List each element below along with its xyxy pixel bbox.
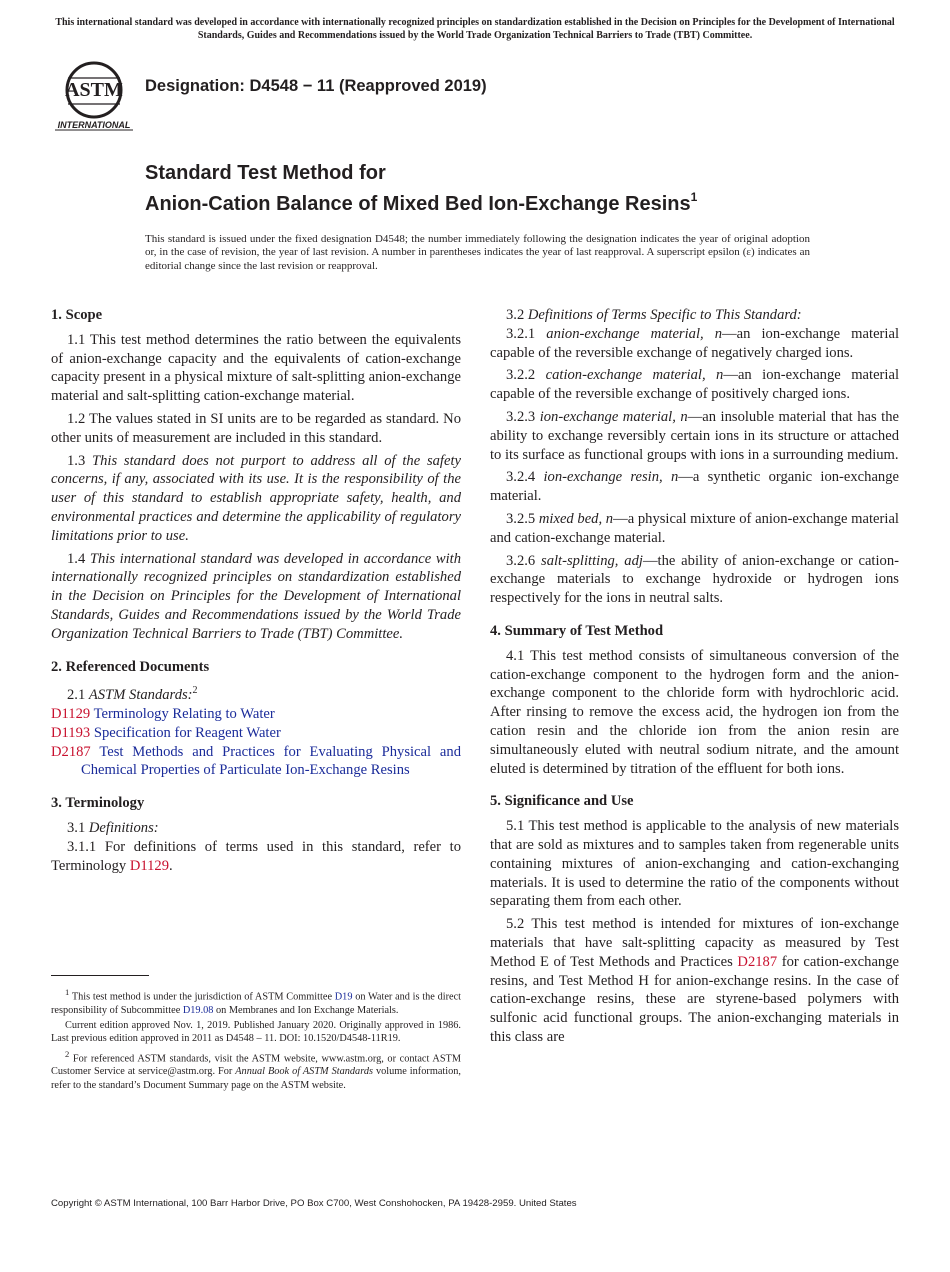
top-notice: This international standard was developed in accordance with internationally recognized principles on standardization established in the Decision on Principles for the Development of International Standards, Guides and Recommendations issued by the World Trade Organization Technical Barriers to Trade (TBT) Committee. xyxy=(55,17,895,41)
section-heading-significance: 5. Significance and Use xyxy=(490,793,634,810)
copyright-footer: Copyright © ASTM International, 100 Barr Harbor Drive, PO Box C700, West Conshohocken, PA 19428-2959. United States xyxy=(51,1198,577,1209)
section-heading-summary: 4. Summary of Test Method xyxy=(490,622,664,639)
right-column xyxy=(490,306,899,1051)
definition-3-2-1: 3.2.1 anion-exchange material, n—an ion-exchange material capable of the reversible exchange of negatively charged ions. xyxy=(490,325,899,361)
definition-3-2-5: 3.2.5 mixed bed, n—a physical mixture of anion-exchange material and cation-exchange material. xyxy=(490,510,899,546)
paragraph-4-1: 4.1 This test method consists of simultaneous conversion of the cation-exchange component to the hydrogen form and the anion-exchange component to the chloride form with hydrochloric acid. After rinsing to remove the excess acid, the hydrogen ion from the cation resin and the chloride ion from the anion resin are simultaneously eluted with neutral sodium nitrate, and the amount eluted is determined by titration of the effluent for both ions. xyxy=(490,647,899,777)
logo-text: ASTM xyxy=(65,79,123,101)
footnotes xyxy=(51,986,461,1094)
reference-d1193[interactable]: D1193 Specification for Reagent Water xyxy=(51,724,281,741)
section-heading-scope: 1. Scope xyxy=(51,307,103,323)
paragraph-1-2: 1.2 The values stated in SI units are to be regarded as standard. No other units of measurement are included in this standard. xyxy=(51,410,461,446)
reference-d2187[interactable]: D2187 Test Methods and Practices for Evaluating Physical and Chemical Properties of Particulate Ion-Exchange Resins xyxy=(51,743,461,779)
paragraph-3-1: 3.1 Definitions: xyxy=(67,819,159,836)
footnote-1-edition: Current edition approved Nov. 1, 2019. Published January 2020. Originally approved in 1986. Last previous edition approved in 2011 as D4548 – 11. DOI: 10.1520/D4548-11R19. xyxy=(51,1020,461,1045)
section-heading-terminology: 3. Terminology xyxy=(51,795,145,812)
paragraph-5-1: 5.1 This test method is applicable to the analysis of new materials that are sold as mixtures and to samples taken from regenerable units containing mixtures of anion-exchanging and cation-exchanging materials. It is used to determine the ratio of the components without separating them from each other. xyxy=(490,818,899,910)
document-title xyxy=(145,161,697,216)
footnote-2: $^2$ For referenced ASTM standards, visit the ASTM website, www.astm.org, or contact ASTM Customer Service at service@astm.org. For Annual Book of ASTM Standards volume information, refer to the standard’s Document Summary page on the ASTM website. xyxy=(51,1048,462,1091)
paragraph-3-1-1: 3.1.1 For definitions of terms used in this standard, refer to Terminology D1129. xyxy=(51,838,461,874)
link-d2187[interactable]: D2187 xyxy=(737,953,778,970)
paragraph-2-1: 2.1 ASTM Standards:$^2$ xyxy=(67,685,198,704)
paragraph-5-2: 5.2 This test method is intended for mixtures of ion-exchange materials that have salt-splitting capacity as measured by Test Method E of Test Methods and Practices D2187 for cation-exchange resins, and Test Method H for anion-exchange resins. In the case of cation-exchange resins, these are styrene-based polymers with sulfonic acid functional groups. The anion-exchanging materials in this class are xyxy=(490,916,899,1045)
link-d19[interactable]: D19 xyxy=(334,991,353,1003)
definition-3-2-3: 3.2.3 ion-exchange material, n—an insoluble material that has the ability to exchange reversibly certain ions in its structure or attached to its surface as functional groups with ions in a surrounding medium. xyxy=(490,408,899,463)
title-line-2: Anion-Cation Balance of Mixed Bed Ion-Exchange Resins$^1$ xyxy=(145,190,698,215)
title-line-1: Standard Test Method for xyxy=(145,162,386,184)
left-column xyxy=(51,306,461,879)
title-footnote-marker[interactable]: 1 xyxy=(690,190,698,204)
logo-subtext: INTERNATIONAL xyxy=(57,120,131,130)
definition-3-2-4: 3.2.4 ion-exchange resin, n—a synthetic organic ion-exchange material. xyxy=(490,469,899,505)
paragraph-1-3: 1.3 This standard does not purport to address all of the safety concerns, if any, associated with its use. It is the responsibility of the user of this standard to establish appropriate safety, health, and environmental practices and determine the applicability of regulatory limitations prior to use. xyxy=(51,452,461,544)
designation: Designation: D4548 − 11 (Reapproved 2019) xyxy=(145,77,487,95)
astm-logo-icon xyxy=(54,60,134,132)
link-d19-08[interactable]: D19.08 xyxy=(182,1004,214,1016)
link-d1129[interactable]: D1129 xyxy=(129,857,170,874)
paragraph-1-4: 1.4 This international standard was developed in accordance with internationally recognized principles on standardization established in the Decision on Principles for the Development of International Standards, Guides and Recommendations issued by the World Trade Organization Technical Barriers to Trade (TBT) Committee. xyxy=(51,550,462,642)
reference-d1129[interactable]: D1129 Terminology Relating to Water xyxy=(51,706,275,722)
issuance-statement: This standard is issued under the fixed designation D4548; the number immediately following the designation indicates the year of original adoption or, in the case of revision, the year of last revision. A number in parentheses indicates the year of last reapproval. A superscript epsilon (ε) indicates an editorial change since the last revision or reapproval. xyxy=(145,233,810,272)
definition-3-2-6: 3.2.6 salt-splitting, adj—the ability of anion-exchange or cation-exchange materials to exchange hydroxide or hydrogen ions respectively for the ions in neutral salts. xyxy=(490,552,899,607)
footnote-1: $^1$ This test method is under the jurisdiction of ASTM Committee D19 on Water and is the direct responsibility of Subcommittee D19.08 on Membranes and Ion Exchange Materials. xyxy=(51,987,462,1016)
footnote-divider xyxy=(51,975,149,976)
paragraph-3-2: 3.2 Definitions of Terms Specific to This Standard: xyxy=(506,307,802,323)
section-heading-referenced-documents: 2. Referenced Documents xyxy=(51,658,210,675)
paragraph-1-1: 1.1 This test method determines the ratio between the equivalents of anion-exchange capacity and the equivalents of cation-exchange capacity present in a physical mixture of salt-splitting anion-exchange material and salt-splitting cation-exchange material. xyxy=(51,331,461,405)
definition-3-2-2: 3.2.2 cation-exchange material, n—an ion-exchange material capable of the reversible exchange of positively charged ions. xyxy=(490,367,899,403)
